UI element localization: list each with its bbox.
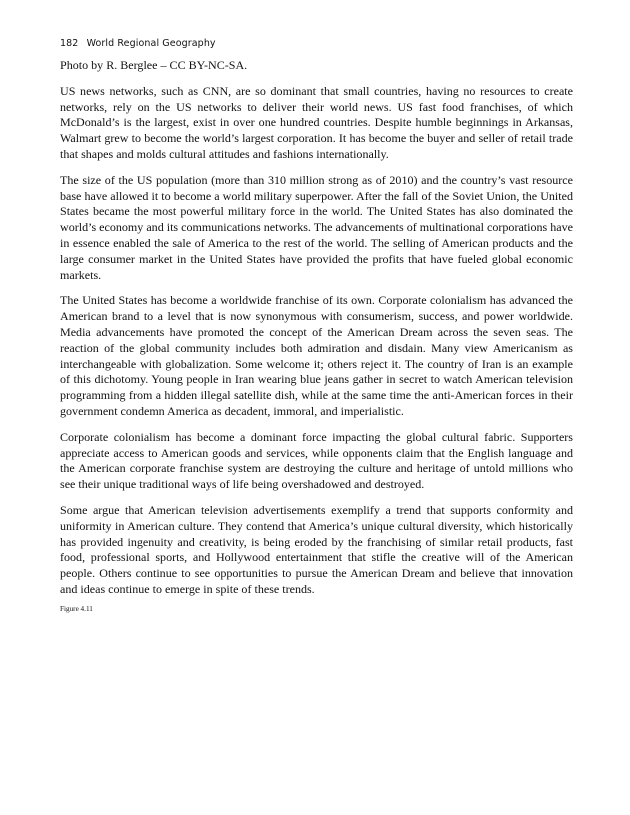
figure-label: Figure 4.11 <box>60 605 93 613</box>
photo-credit: Photo by R. Berglee – CC BY-NC-SA. <box>60 58 248 72</box>
paragraph-5: Some argue that American television advertisements exemplify a trend that supports conformity and uniformity in American culture. They contend that America’s unique cultural diversity, which historically has provided ingenuity and creativity, is being eroded by the franchising of similar retail products, fast food, professional sports, and Hollywood entertainment that stifle the creative will of the American people. Others continue to see opportunities to pursue the American Dream and believe that innovation and ideas continue to emerge in spite of these trends. <box>60 502 573 596</box>
paragraph-1: US news networks, such as CNN, are so dominant that small countries, having no resources to create networks, rely on the US networks to deliver their world news. US fast food franchises, of which McDonald’s is the largest, exist in over one hundred countries. Despite humble beginnings in Arkansas, Walmart grew to become the world’s largest corporation. It has become the buyer and seller of retail trade that shapes and molds cultural attitudes and fashions internationally. <box>60 83 573 161</box>
paragraph-3: The United States has become a worldwide franchise of its own. Corporate colonialism has advanced the American brand to a level that is now synonymous with consumerism, success, and power worldwide. Media advancements have promoted the concept of the American Dream across the seven seas. The reaction of the global community includes both admiration and disdain. Many view Americanism as interchangeable with globalization. Some welcome it; others reject it. The country of Iran is an example of this dichotomy. Young people in Iran wearing blue jeans gather in secret to watch American television programming from a hidden illegal satellite dish, while at the same time the anti-American forces in their government condemn America as decadent, immoral, and imperialistic. <box>60 293 573 418</box>
running-header <box>60 38 216 49</box>
body-text <box>60 58 573 608</box>
paragraph-4: Corporate colonialism has become a dominant force impacting the global cultural fabric. Supporters appreciate access to American goods and services, while opponents claim that the English language and the American corporate franchise system are destroying the culture and heritage of untold millions who see their unique traditional ways of life being overshadowed and destroyed. <box>60 429 573 492</box>
book-title: World Regional Geography <box>86 38 216 49</box>
paragraph-2: The size of the US population (more than 310 million strong as of 2010) and the country’s vast resource base have allowed it to become a world military superpower. After the fall of the Soviet Union, the United States became the most powerful military force in the world. The United States has also dominated the world’s economy and its communications networks. The advancements of multinational corporations have in essence enabled the sale of America to the rest of the world. The selling of American products and the large consumer market in the United States have provided the profits that have fueled global economic markets. <box>60 172 573 282</box>
page-number: 182 <box>60 38 79 49</box>
